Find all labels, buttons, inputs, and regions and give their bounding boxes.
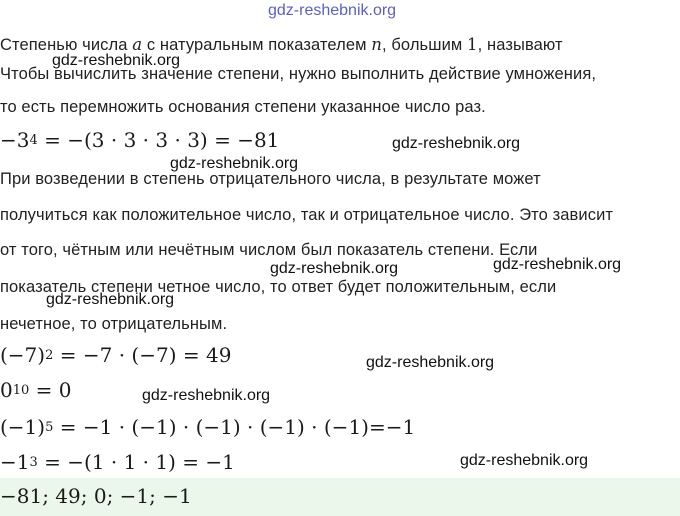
answer-line: −81; 49; 0; −1; −1 (0, 484, 192, 508)
watermark: gdz-reshebnik.org (392, 135, 521, 152)
watermark: gdz-reshebnik.org (142, 387, 271, 404)
formula-rest: = −(1 · 1 · 1) = −1 (37, 450, 235, 474)
formula-base: (−7) (0, 343, 46, 367)
watermark: gdz-reshebnik.org (52, 52, 181, 69)
definition-text-a: Степенью числа (0, 36, 133, 54)
formula-exponent: 5 (45, 420, 54, 435)
formula-rest: = −7 · (−7) = 49 (53, 343, 232, 367)
definition-text-b: с натуральным показателем (142, 36, 372, 54)
watermark: gdz-reshebnik.org (493, 256, 622, 273)
variable-n: n (371, 35, 382, 54)
formula-base: 0 (0, 378, 13, 402)
definition-text-c: , большим (382, 36, 468, 54)
formula-zero-power-ten (0, 378, 71, 402)
formula-minus-one-power-five (0, 415, 415, 439)
watermark: gdz-reshebnik.org (366, 354, 495, 371)
formula-exponent: 2 (45, 348, 54, 363)
paragraph-line: При возведении в степень отрицательного числа, в результате может (0, 170, 541, 188)
paragraph-line: нечетное, то отрицательным. (0, 315, 228, 333)
formula-exponent: 4 (29, 133, 38, 148)
watermark: gdz-reshebnik.org (270, 260, 399, 277)
paragraph-line: получиться как положительное число, так и отрицательное число. Это зависит (0, 206, 614, 224)
formula-minus-three-power-four (0, 128, 279, 152)
formula-exponent: 10 (12, 383, 30, 398)
paragraph-line: от того, чётным или нечётным числом был показатель степени. Если (0, 241, 538, 259)
number-one: 1 (467, 35, 478, 54)
paragraph-line: показатель степени четное число, то ответ будет положительным, если (0, 278, 557, 296)
watermark: gdz-reshebnik.org (46, 291, 175, 308)
formula-base: −3 (0, 128, 30, 152)
site-watermark-top: gdz-reshebnik.org (268, 2, 397, 19)
formula-base: −1 (0, 450, 30, 474)
formula-minus-seven-squared (0, 343, 231, 367)
formula-minus-one-cubed (0, 450, 235, 474)
formula-rest: = −(3 · 3 · 3 · 3) = −81 (37, 128, 280, 152)
variable-a: a (132, 35, 143, 54)
watermark: gdz-reshebnik.org (170, 155, 299, 172)
definition-text-d: , называют (477, 36, 563, 54)
paragraph-line: Чтобы вычислить значение степени, нужно выполнить действие умножения, (0, 65, 597, 83)
formula-rest: = −1 · (−1) · (−1) · (−1) · (−1)=−1 (53, 415, 416, 439)
formula-rest: = 0 (29, 378, 72, 402)
formula-base: (−1) (0, 415, 46, 439)
watermark: gdz-reshebnik.org (460, 452, 589, 469)
formula-exponent: 3 (29, 455, 38, 470)
paragraph-line: то есть перемножить основания степени указанное число раз. (0, 98, 486, 116)
